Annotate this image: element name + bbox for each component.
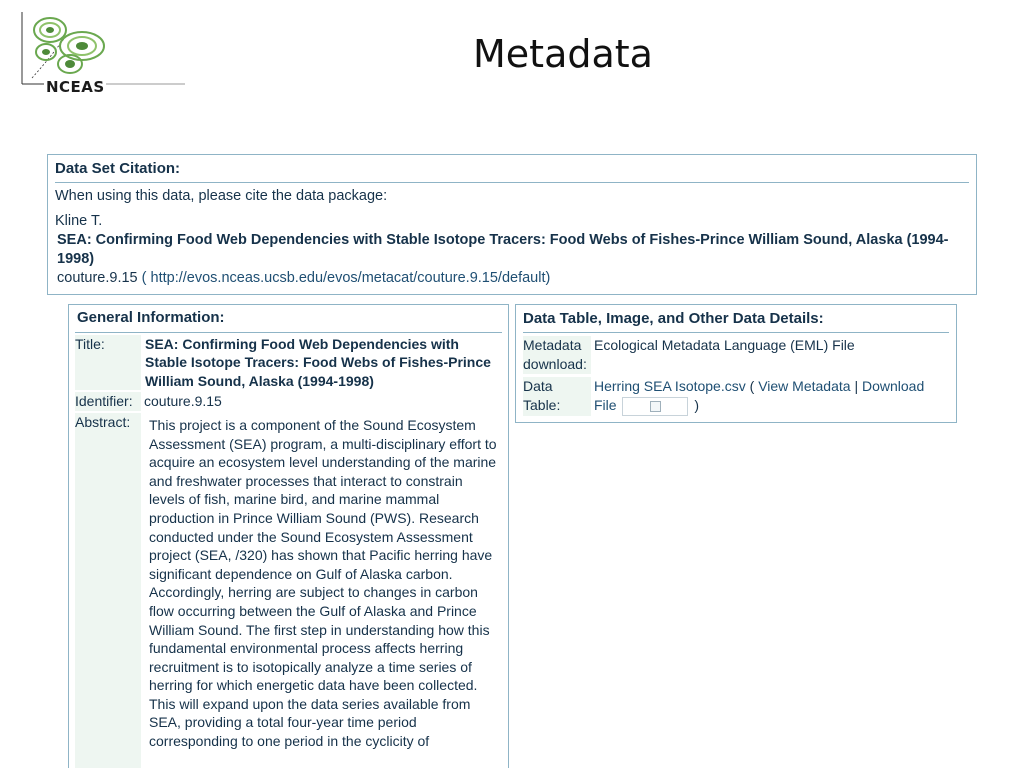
identifier-value: couture.9.15 [144,393,222,410]
metadata-download-row [523,336,949,374]
details-heading: Data Table, Image, and Other Data Details: [523,309,949,333]
citation-heading: Data Set Citation: [55,159,969,183]
abstract-value: This project is a component of the Sound Ecosystem Assessment (SEA) program, a multi-disciplinary effort to acquire an ecosystem level understanding of the marine and freshwater processes that interact to constrain levels of fish, marine bird, and marine mammal production in Prince William Sound (PWS). Research conducted under the Sound Ecosystem Assessment project (SEA, /320) has shown that Pacific herring have significant dependence on Gulf of Alaska carbon. Accordingly, herring are subject to changes in carbon flow occurring between the Gulf of Alaska and Prince William Sound. The first step in understanding how this fundamental environmental process affects herring recruitment is to isotopically analyze a time series of herring for which energetic data have been collected. This will expand upon the data series available from SEA, providing a total four-year time period corresponding to one period in the cyclicity of [149,416,497,750]
page-title: Metadata [473,32,653,76]
data-details-panel [515,304,957,423]
citation-panel [47,154,977,295]
open-paren: ( [749,378,755,394]
data-table-row [523,377,949,416]
citation-intro: When using this data, please cite the data package: [55,188,388,204]
citation-identifier-line [55,269,969,288]
data-table-value [591,377,949,416]
broken-image-icon [622,397,688,416]
nceas-logo [20,8,190,98]
abstract-row [75,413,502,768]
title-row [75,335,502,391]
view-metadata-link[interactable]: View Metadata [758,378,851,394]
identifier-label: Identifier: [75,392,141,411]
citation-title: SEA: Confirming Food Web Dependencies with Stable Isotope Tracers: Food Webs of Fishes-Prince William Sound, Alaska (1994-1998) [57,232,949,267]
link-separator: | [854,378,859,394]
citation-identifier: couture.9.15 [57,270,138,286]
abstract-label: Abstract: [75,413,141,768]
general-heading: General Information: [75,309,502,333]
title-label: Title: [75,335,141,391]
general-information-panel [68,304,509,768]
logo-text: NCEAS [46,78,105,96]
close-paren: ) [694,397,700,413]
citation-url-link[interactable]: ( http://evos.nceas.ucsb.edu/evos/metacat/couture.9.15/default) [141,270,551,286]
metadata-download-label: Metadata download: [523,336,591,374]
data-table-label: Data Table: [523,377,591,416]
identifier-row [75,392,502,411]
title-value: SEA: Confirming Food Web Dependencies with Stable Isotope Tracers: Food Webs of Fishes-Prince William Sound, Alaska (1994-1998) [145,335,491,389]
data-file-link[interactable]: Herring SEA Isotope.csv [594,378,746,394]
metadata-download-value[interactable]: Ecological Metadata Language (EML) File [594,337,855,353]
citation-author: Kline T. [55,213,103,229]
download-file-link[interactable]: Download File [594,378,925,413]
